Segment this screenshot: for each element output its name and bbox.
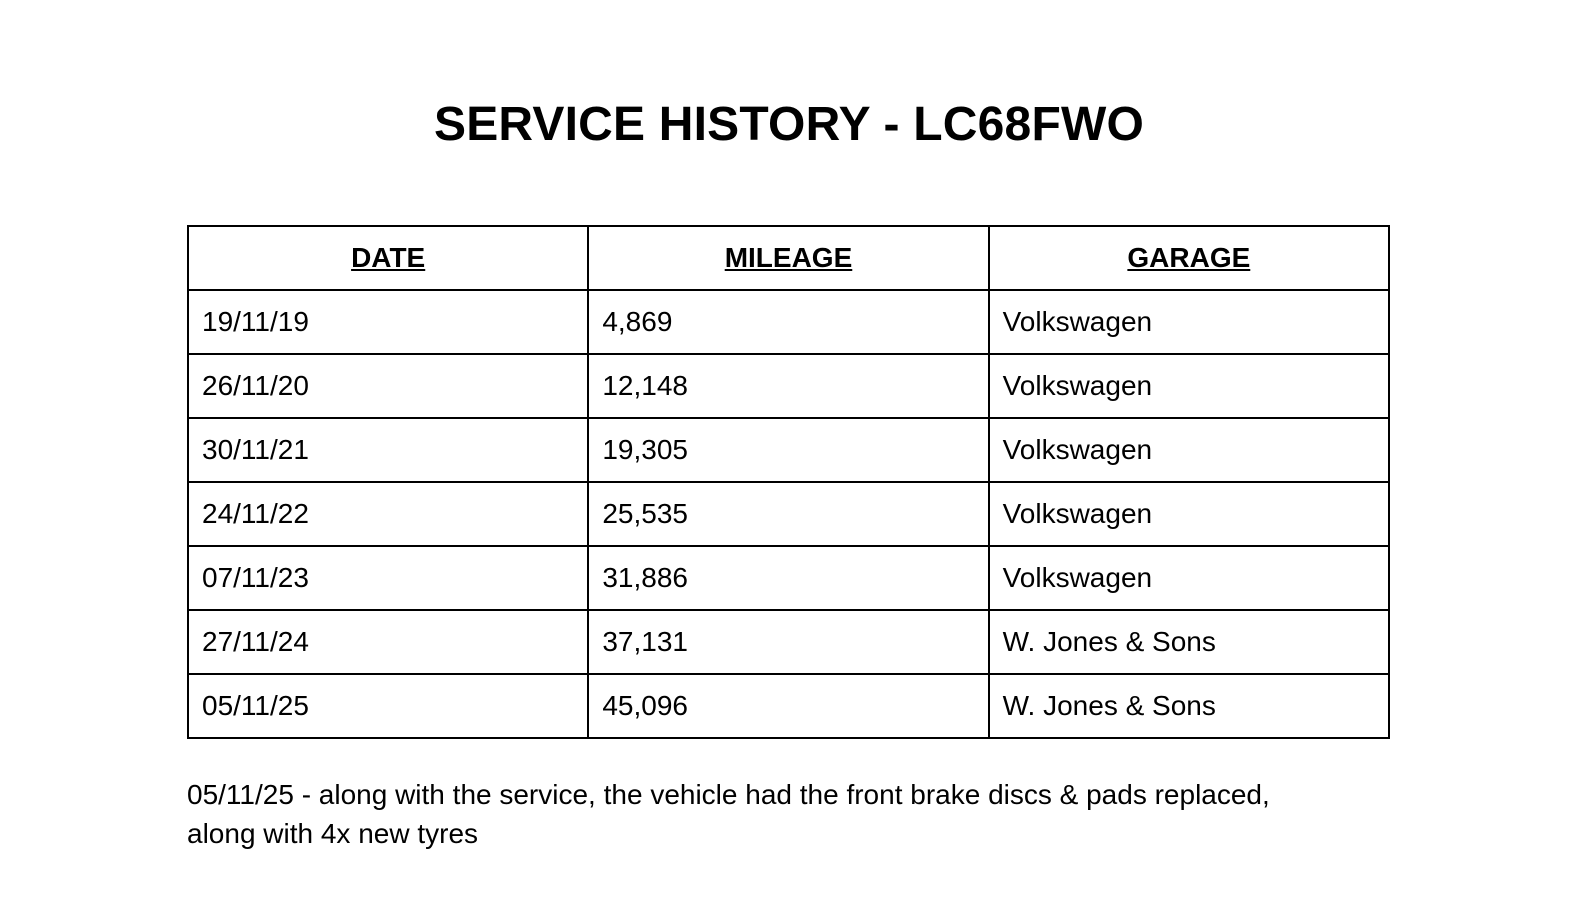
table-row (188, 546, 1389, 610)
garage-cell: Volkswagen (989, 546, 1389, 610)
garage-cell: W. Jones & Sons (989, 610, 1389, 674)
garage-cell: Volkswagen (989, 354, 1389, 418)
mileage-cell: 25,535 (588, 482, 988, 546)
mileage-cell: 19,305 (588, 418, 988, 482)
column-header-date: DATE (188, 226, 588, 290)
date-cell: 05/11/25 (188, 674, 588, 738)
date-cell: 19/11/19 (188, 290, 588, 354)
page-title: SERVICE HISTORY - LC68FWO (433, 98, 1145, 151)
table-row (188, 610, 1389, 674)
column-header-mileage: MILEAGE (588, 226, 988, 290)
mileage-cell: 45,096 (588, 674, 988, 738)
mileage-cell: 37,131 (588, 610, 988, 674)
table-row (188, 674, 1389, 738)
mileage-cell: 12,148 (588, 354, 988, 418)
service-note-line-2: along with 4x new tyres (187, 818, 479, 849)
mileage-cell: 4,869 (588, 290, 988, 354)
mileage-cell: 31,886 (588, 546, 988, 610)
column-header-garage: GARAGE (989, 226, 1389, 290)
service-history-table (187, 225, 1390, 739)
table-header-row (188, 226, 1389, 290)
garage-cell: Volkswagen (989, 482, 1389, 546)
date-cell: 30/11/21 (188, 418, 588, 482)
date-cell: 24/11/22 (188, 482, 588, 546)
table-row (188, 354, 1389, 418)
garage-cell: Volkswagen (989, 290, 1389, 354)
garage-cell: Volkswagen (989, 418, 1389, 482)
garage-cell: W. Jones & Sons (989, 674, 1389, 738)
date-cell: 07/11/23 (188, 546, 588, 610)
date-cell: 26/11/20 (188, 354, 588, 418)
service-note-line-1: 05/11/25 - along with the service, the vehicle had the front brake discs & pads replaced, (187, 779, 1270, 810)
table-row (188, 418, 1389, 482)
service-note (187, 775, 1407, 853)
date-cell: 27/11/24 (188, 610, 588, 674)
table-row (188, 482, 1389, 546)
table-row (188, 290, 1389, 354)
